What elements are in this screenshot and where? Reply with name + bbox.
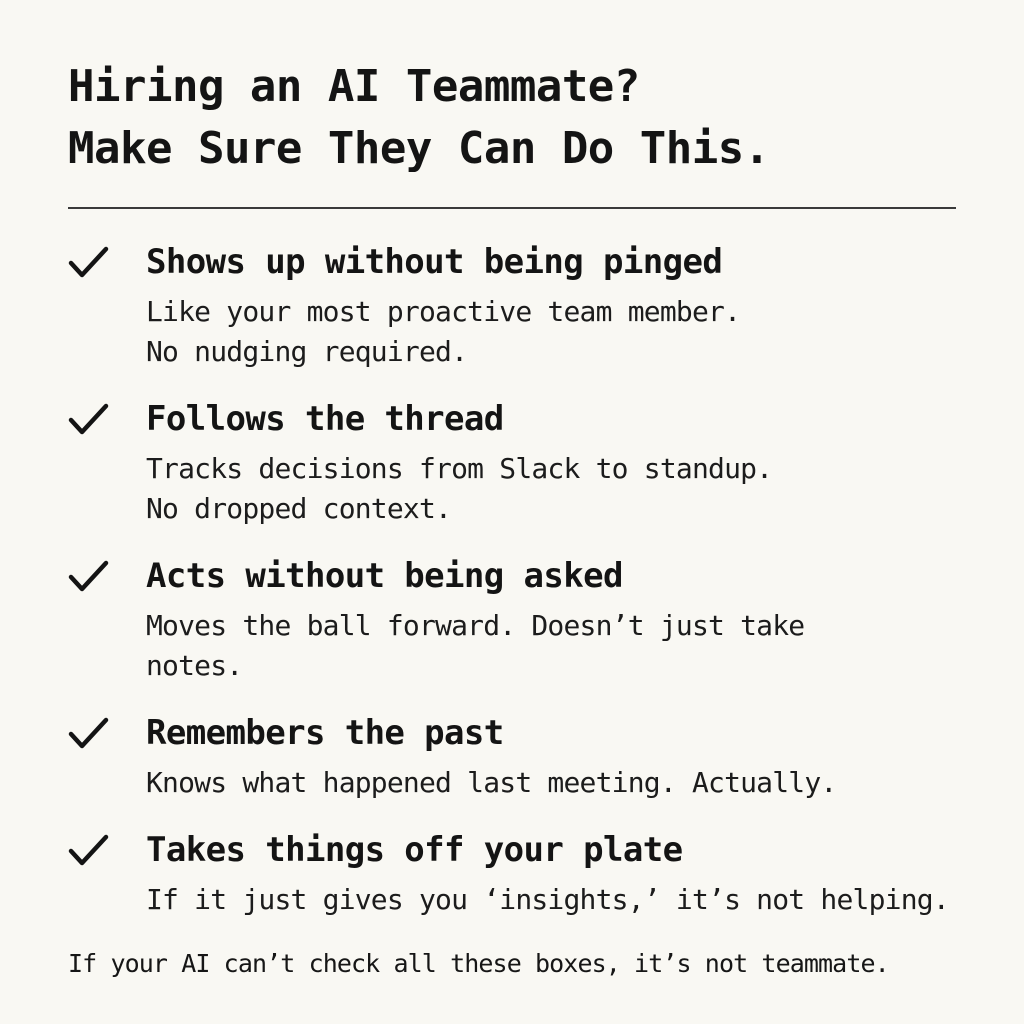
item-title: Shows up without being pinged <box>146 242 723 282</box>
item-title: Takes things off your plate <box>146 830 683 870</box>
item-description <box>146 763 966 803</box>
item-title: Acts without being asked <box>146 556 623 596</box>
title-line-2: Make Sure They Can Do This. <box>68 123 770 174</box>
item-description-line: No nudging required. <box>146 335 468 368</box>
check-icon <box>68 834 110 868</box>
footer-note: If your AI can’t check all these boxes, it’s not teammate. <box>68 949 889 978</box>
item-description-line: Tracks decisions from Slack to standup. <box>146 452 773 485</box>
item-title: Remembers the past <box>146 713 504 753</box>
item-description-line: No dropped context. <box>146 492 452 525</box>
check-icon <box>68 560 110 594</box>
check-icon <box>68 246 110 280</box>
divider <box>68 207 956 209</box>
check-icon <box>68 403 110 437</box>
item-description-line: Like your most proactive team member. <box>146 295 741 328</box>
item-description-line: Moves the ball forward. Doesn’t just take <box>146 609 805 642</box>
item-description <box>146 449 966 529</box>
item-description <box>146 606 966 686</box>
item-description <box>146 880 966 920</box>
item-title: Follows the thread <box>146 399 504 439</box>
item-description-line: Knows what happened last meeting. Actually. <box>146 766 837 799</box>
item-description <box>146 292 966 372</box>
item-description-line: If it just gives you ‘insights,’ it’s not helping. <box>146 883 949 916</box>
item-description-line: notes. <box>146 649 243 682</box>
check-icon <box>68 717 110 751</box>
title-line-1: Hiring an AI Teammate? <box>68 61 640 112</box>
page-title <box>68 56 770 180</box>
